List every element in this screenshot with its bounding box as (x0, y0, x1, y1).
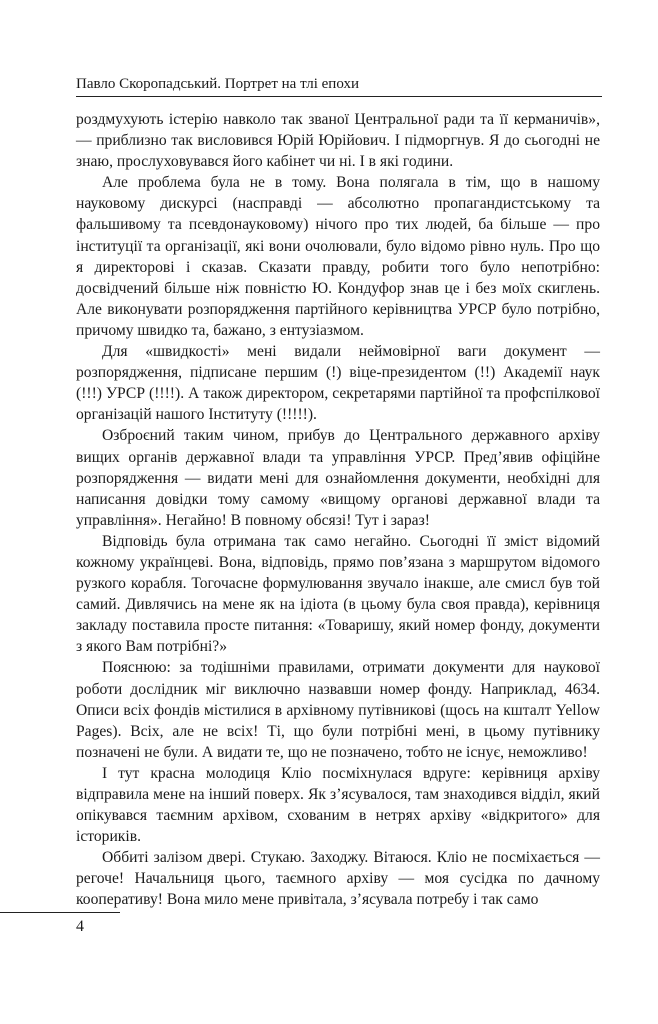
paragraph: Озброєний таким чином, прибув до Центрального державного архіву вищих органів державної влади та управління УРСР. Пред’явив офіційне розпорядження — видати мені для ознайомлення документи, необхідні для написання довідки тому самому «вищому органові державної влади та управління». Негайно! В повному обсязі! Тут і зараз! (76, 427, 600, 529)
paragraph: Пояснюю: за тодішніми правилами, отримати документи для наукової роботи дослідник міг виключно назвавши номер фонду. Наприклад, 4634. Описи всіх фондів містилися в архівному путівникові (щось на кшталт Yellow Pages). Всіх, але не всіх! Ті, що були потрібні мені, в цьому путівнику позначені не були. А видати те, що не позначено, тобто не існує, неможливо! (76, 659, 600, 761)
paragraph: Оббиті залізом двері. Стукаю. Заходжу. Вітаюся. Кліо не посміхається — регоче! Начальниця цього, таємного архіву — моя сусідка по дачному кооперативу! Вона мило мене привітала, з’ясувала потребу і так само (76, 849, 600, 909)
paragraph: Для «швидкості» мені видали неймовірної ваги документ — розпорядження, підписане першим (!) віце-президентом (!!) Академії наук (!!!) УРСР (!!!!). А також директором, секретарями партійної та профспілкової організацій нашого Інституту (!!!!!). (76, 343, 600, 424)
paragraph: І тут красна молодиця Кліо посміхнулася вдруге: керівниця архіву відправила мене на інший поверх. Як з’ясувалося, там знаходився відділ, який опікувався таємним архівом, схованим в нетрях архіву «відкритого» для істориків. (76, 764, 600, 846)
paragraph: Відповідь була отримана так само негайно. Сьогодні її зміст відомий кожному українцеві. Вона, відповідь, прямо пов’язана з маршрутом відомого рузкого корабля. Тогочасне формулювання звучало інакше, але смисл був той самий. Дивлячись на мене як на ідіота (в цьому була своя правда), керівниця закладу поставила просте питання: «Товаришу, який номер фонду, документи з якого Вам потрібні?» (76, 532, 600, 656)
footer-rule (0, 912, 120, 913)
running-header: Павло Скоропадський. Портрет на тлі епохи (76, 76, 359, 92)
paragraph: Але проблема була не в тому. Вона полягала в тім, що в нашому науковому дискурсі (насправді — абсолютно пропагандистському та фальшивому та псевдонауковому) нічого про тих людей, ба більше — про інституції та організації, які вони очолювали, було відомо рівно нуль. Про що я директорові і сказав. Сказати правду, робити того було непотрібно: досвідчений більше ніж повністю Ю. Кондуфор знав це і без моїх скиглень. Але виконувати розпорядження партійного керівництва УРСР було потрібно, причому швидко та, бажано, з ентузіазмом. (76, 174, 600, 339)
paragraph-continuation: роздмухують істерію навколо так званої Центральної ради та її керманичів», — приблизно так висловився Юрій Юрійович. І підморгнув. Я до сьогодні не знаю, прослуховувався його кабінет чи ні. І в які години. (76, 111, 600, 171)
body-text (76, 109, 600, 911)
page-number: 4 (76, 918, 84, 935)
header-rule (76, 96, 602, 97)
